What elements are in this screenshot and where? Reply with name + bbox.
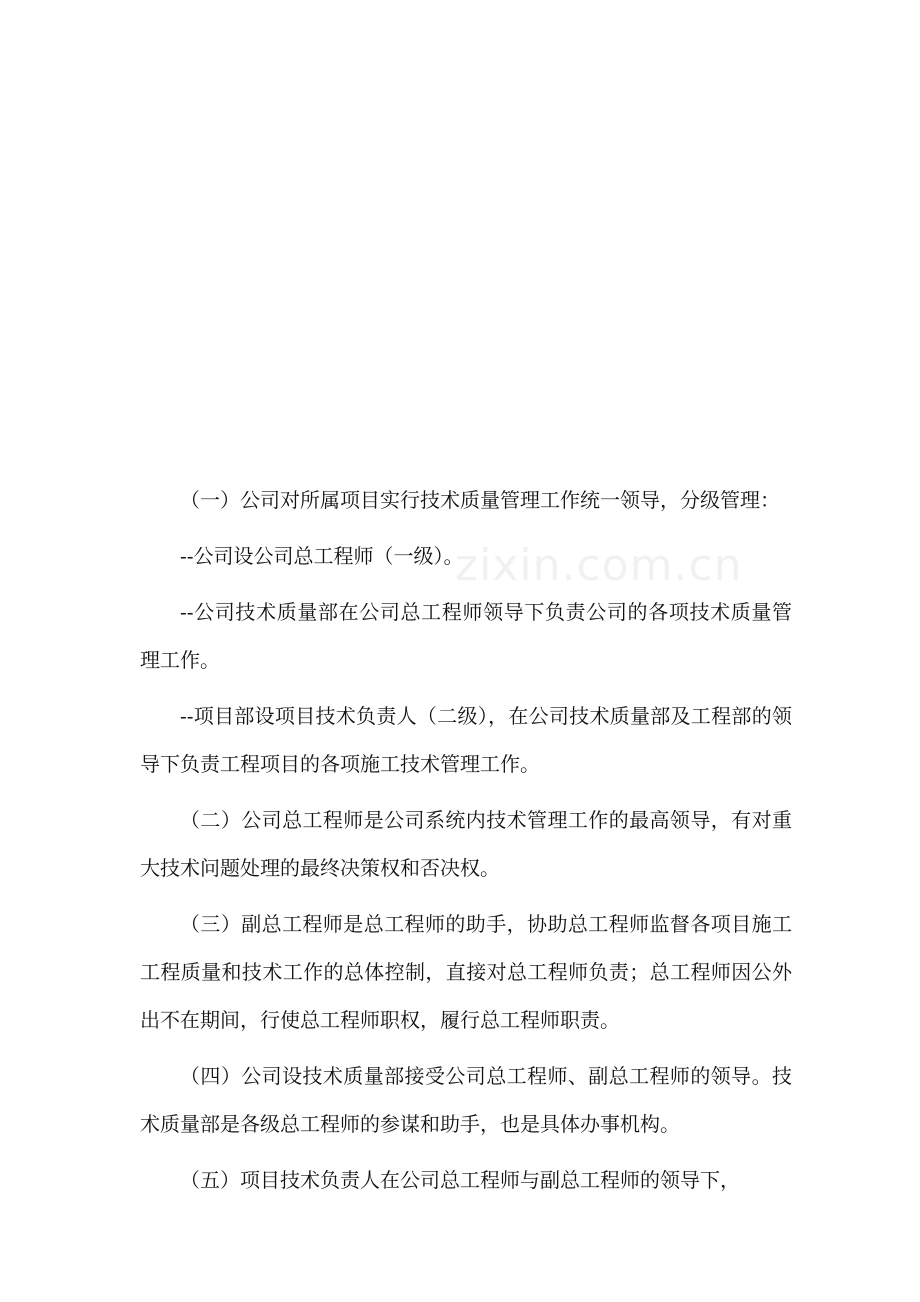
paragraph-8: （五）项目技术负责人在公司总工程师与副总工程师的领导下， <box>180 1168 740 1192</box>
document-body <box>140 476 792 1212</box>
paragraph-5: （二）公司总工程师是公司系统内技术管理工作的最高领导，有对重大技术问题处理的最终决策权和否决权。 <box>140 808 792 880</box>
paragraph-2: --公司设公司总工程师（一级）。 <box>180 544 464 568</box>
paragraph-7: （四）公司设技术质量部接受公司总工程师、副总工程师的领导。技术质量部是各级总工程师的参谋和助手，也是具体办事机构。 <box>140 1064 792 1136</box>
paragraph-6: （三）副总工程师是总工程师的助手，协助总工程师监督各项目施工工程质量和技术工作的总体控制，直接对总工程师负责；总工程师因公外出不在期间，行使总工程师职权，履行总工程师职责。 <box>140 912 792 1032</box>
paragraph-4: --项目部设项目技术负责人（二级），在公司技术质量部及工程部的领导下负责工程项目的各项施工技术管理工作。 <box>140 704 792 776</box>
paragraph-3: --公司技术质量部在公司总工程师领导下负责公司的各项技术质量管理工作。 <box>140 600 792 672</box>
watermark: zixin.com.cn <box>455 540 743 591</box>
paragraph-1: （一）公司对所属项目实行技术质量管理工作统一领导，分级管理： <box>180 488 780 512</box>
